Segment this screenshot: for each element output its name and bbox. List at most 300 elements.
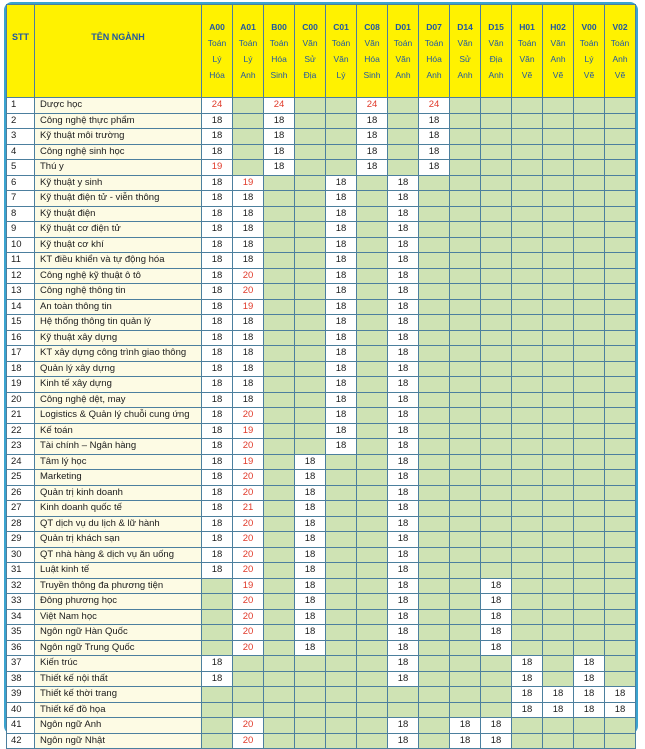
table-row [7,237,636,253]
header-group-d07 [419,5,450,98]
empty-cell [357,315,388,331]
empty-cell [357,516,388,532]
empty-cell [419,640,450,656]
group-subject: Hóa [364,54,380,64]
empty-cell [264,516,295,532]
empty-cell [357,640,388,656]
score-cell: 18 [388,594,419,610]
empty-cell [295,733,326,749]
empty-cell [326,563,357,579]
score-cell: 18 [264,113,295,129]
group-subject: Văn [519,54,535,64]
empty-cell [295,439,326,455]
score-cell: 18 [326,253,357,269]
empty-cell [202,625,233,641]
group-code: A01 [240,22,256,32]
score-cell: 18 [202,268,233,284]
empty-cell [264,563,295,579]
empty-cell [481,687,512,703]
score-cell: 18 [419,144,450,160]
empty-cell [574,253,605,269]
empty-cell [481,144,512,160]
score-cell: 18 [202,129,233,145]
empty-cell [388,160,419,176]
empty-cell [419,516,450,532]
table-row [7,563,636,579]
empty-cell [481,439,512,455]
empty-cell [450,346,481,362]
empty-cell [512,516,543,532]
score-cell: 18 [295,547,326,563]
score-cell: 20 [233,733,264,749]
score-cell: 18 [202,222,233,238]
row-stt: 22 [7,423,35,439]
empty-cell [202,594,233,610]
empty-cell [574,516,605,532]
empty-cell [295,330,326,346]
empty-cell [605,175,636,191]
empty-cell [264,718,295,734]
group-subject: Sinh [363,70,381,80]
empty-cell [605,594,636,610]
empty-cell [264,191,295,207]
empty-cell [357,485,388,501]
empty-cell [574,718,605,734]
score-cell: 18 [388,501,419,517]
empty-cell [512,361,543,377]
empty-cell [419,609,450,625]
group-subject: Toán [331,38,351,48]
row-stt: 11 [7,253,35,269]
empty-cell [605,253,636,269]
empty-cell [264,377,295,393]
group-subject: Văn [550,38,566,48]
empty-cell [233,113,264,129]
empty-cell [388,144,419,160]
score-cell: 18 [202,547,233,563]
empty-cell [264,330,295,346]
table-row [7,160,636,176]
row-stt: 33 [7,594,35,610]
row-major-name: Kinh tế xây dựng [35,377,202,393]
empty-cell [357,206,388,222]
empty-cell [357,578,388,594]
row-stt: 5 [7,160,35,176]
empty-cell [264,408,295,424]
empty-cell [543,578,574,594]
score-cell: 24 [419,98,450,114]
empty-cell [202,578,233,594]
score-cell: 18 [202,516,233,532]
empty-cell [543,268,574,284]
empty-cell [450,191,481,207]
table-row [7,547,636,563]
score-cell: 18 [326,330,357,346]
empty-cell [481,237,512,253]
row-major-name: Đông phương học [35,594,202,610]
empty-cell [264,702,295,718]
empty-cell [202,640,233,656]
table-row [7,408,636,424]
empty-cell [450,222,481,238]
empty-cell [326,160,357,176]
empty-cell [543,113,574,129]
empty-cell [512,733,543,749]
row-major-name: QT dịch vụ du lịch & lữ hành [35,516,202,532]
empty-cell [512,423,543,439]
score-cell: 18 [202,454,233,470]
empty-cell [264,656,295,672]
empty-cell [295,237,326,253]
empty-cell [543,175,574,191]
empty-cell [295,175,326,191]
table-row [7,191,636,207]
empty-cell [543,439,574,455]
empty-cell [543,625,574,641]
empty-cell [543,718,574,734]
empty-cell [295,144,326,160]
empty-cell [264,594,295,610]
score-cell: 18 [388,206,419,222]
score-cell: 18 [450,718,481,734]
empty-cell [450,687,481,703]
score-cell: 18 [388,718,419,734]
empty-cell [574,423,605,439]
row-stt: 9 [7,222,35,238]
empty-cell [512,315,543,331]
empty-cell [419,253,450,269]
empty-cell [419,594,450,610]
empty-cell [295,377,326,393]
empty-cell [419,222,450,238]
row-stt: 41 [7,718,35,734]
empty-cell [357,702,388,718]
empty-cell [574,733,605,749]
table-row [7,284,636,300]
score-cell: 18 [388,470,419,486]
row-major-name: Truyền thông đa phương tiện [35,578,202,594]
score-cell: 18 [202,470,233,486]
empty-cell [481,222,512,238]
group-code: A00 [209,22,225,32]
empty-cell [357,423,388,439]
score-cell: 18 [512,687,543,703]
empty-cell [202,702,233,718]
score-cell: 18 [388,439,419,455]
score-cell: 18 [605,687,636,703]
score-cell: 18 [388,485,419,501]
header-group-d15 [481,5,512,98]
empty-cell [512,206,543,222]
score-cell: 18 [450,733,481,749]
row-stt: 27 [7,501,35,517]
row-major-name: Dược học [35,98,202,114]
empty-cell [605,191,636,207]
empty-cell [450,206,481,222]
empty-cell [543,485,574,501]
empty-cell [357,408,388,424]
empty-cell [574,470,605,486]
empty-cell [357,346,388,362]
score-cell: 18 [326,423,357,439]
empty-cell [450,454,481,470]
empty-cell [326,656,357,672]
score-cell: 18 [388,408,419,424]
empty-cell [264,237,295,253]
row-major-name: Thiết kế đồ họa [35,702,202,718]
empty-cell [295,346,326,362]
row-stt: 16 [7,330,35,346]
empty-cell [419,315,450,331]
empty-cell [574,532,605,548]
score-cell: 20 [233,408,264,424]
table-row [7,578,636,594]
empty-cell [295,423,326,439]
empty-cell [605,144,636,160]
row-major-name: Ngôn ngữ Nhật [35,733,202,749]
empty-cell [481,702,512,718]
table-row [7,501,636,517]
empty-cell [357,284,388,300]
row-stt: 20 [7,392,35,408]
empty-cell [419,718,450,734]
group-subject: Anh [426,70,442,80]
empty-cell [512,485,543,501]
empty-cell [574,113,605,129]
score-cell: 20 [233,609,264,625]
empty-cell [419,470,450,486]
empty-cell [202,609,233,625]
header-group-c01 [326,5,357,98]
row-stt: 10 [7,237,35,253]
empty-cell [574,377,605,393]
empty-cell [481,671,512,687]
empty-cell [264,501,295,517]
score-cell: 20 [233,547,264,563]
empty-cell [512,470,543,486]
group-code: B00 [271,22,287,32]
empty-cell [574,547,605,563]
score-cell: 18 [326,237,357,253]
score-cell: 18 [202,563,233,579]
empty-cell [419,501,450,517]
row-stt: 34 [7,609,35,625]
score-cell: 18 [233,346,264,362]
empty-cell [264,423,295,439]
empty-cell [326,687,357,703]
table-row [7,439,636,455]
empty-cell [357,299,388,315]
empty-cell [543,237,574,253]
empty-cell [419,330,450,346]
row-major-name: Kế toán [35,423,202,439]
score-cell: 18 [202,237,233,253]
table-row [7,330,636,346]
empty-cell [295,206,326,222]
empty-cell [357,191,388,207]
empty-cell [574,284,605,300]
group-subject: Lý [243,54,253,64]
empty-cell [450,532,481,548]
empty-cell [543,206,574,222]
empty-cell [357,175,388,191]
empty-cell [543,377,574,393]
row-major-name: Quản trị khách sạn [35,532,202,548]
empty-cell [450,144,481,160]
empty-cell [543,129,574,145]
row-stt: 3 [7,129,35,145]
group-subject: Văn [488,38,504,48]
score-cell: 18 [264,129,295,145]
score-cell: 18 [295,625,326,641]
score-cell: 18 [326,315,357,331]
table-row [7,222,636,238]
group-code: C08 [364,22,380,32]
empty-cell [481,268,512,284]
empty-cell [419,423,450,439]
group-code: C00 [302,22,318,32]
score-cell: 18 [295,516,326,532]
empty-cell [264,578,295,594]
group-code: V00 [581,22,597,32]
empty-cell [512,532,543,548]
empty-cell [512,129,543,145]
table-row [7,129,636,145]
empty-cell [605,578,636,594]
row-major-name: Công nghệ dệt, may [35,392,202,408]
empty-cell [326,547,357,563]
group-subject: Lý [212,54,222,64]
row-major-name: Logistics & Quản lý chuỗi cung ứng [35,408,202,424]
table-row [7,346,636,362]
empty-cell [264,485,295,501]
empty-cell [450,160,481,176]
group-subject: Văn [395,54,411,64]
empty-cell [450,594,481,610]
empty-cell [605,284,636,300]
group-code: D07 [426,22,442,32]
empty-cell [481,501,512,517]
empty-cell [450,253,481,269]
score-cell: 18 [202,392,233,408]
score-cell: 18 [512,671,543,687]
empty-cell [605,268,636,284]
empty-cell [419,206,450,222]
empty-cell [233,98,264,114]
empty-cell [419,361,450,377]
empty-cell [605,377,636,393]
empty-cell [574,563,605,579]
empty-cell [605,485,636,501]
score-cell: 18 [295,470,326,486]
score-cell: 18 [512,702,543,718]
empty-cell [326,578,357,594]
empty-cell [481,361,512,377]
empty-cell [264,733,295,749]
empty-cell [574,268,605,284]
group-code: H02 [550,22,566,32]
empty-cell [481,470,512,486]
score-cell: 18 [388,253,419,269]
row-major-name: Marketing [35,470,202,486]
row-major-name: Công nghệ kỹ thuật ô tô [35,268,202,284]
empty-cell [357,733,388,749]
row-stt: 42 [7,733,35,749]
empty-cell [419,625,450,641]
score-cell: 18 [388,222,419,238]
empty-cell [326,671,357,687]
empty-cell [357,454,388,470]
row-major-name: Kinh doanh quốc tế [35,501,202,517]
empty-cell [450,656,481,672]
empty-cell [481,392,512,408]
empty-cell [388,702,419,718]
score-cell: 18 [481,733,512,749]
score-cell: 18 [202,284,233,300]
score-cell: 18 [543,702,574,718]
empty-cell [481,532,512,548]
score-cell: 19 [233,175,264,191]
group-subject: Sử [459,54,471,64]
score-cell: 18 [202,656,233,672]
empty-cell [326,501,357,517]
table-row [7,656,636,672]
score-cell: 18 [264,144,295,160]
empty-cell [264,392,295,408]
empty-cell [543,160,574,176]
table-row [7,671,636,687]
row-major-name: Quản lý xây dựng [35,361,202,377]
empty-cell [512,253,543,269]
group-subject: Toán [610,38,630,48]
score-cell: 18 [202,377,233,393]
empty-cell [326,129,357,145]
score-cell: 18 [388,656,419,672]
header-group-a00 [202,5,233,98]
empty-cell [543,516,574,532]
score-cell: 18 [233,315,264,331]
row-major-name: An toàn thông tin [35,299,202,315]
row-major-name: Luật kinh tế [35,563,202,579]
empty-cell [264,454,295,470]
row-major-name: Kỹ thuật điện tử - viễn thông [35,191,202,207]
score-cell: 18 [388,423,419,439]
empty-cell [326,640,357,656]
empty-cell [264,547,295,563]
empty-cell [605,439,636,455]
empty-cell [419,454,450,470]
empty-cell [512,113,543,129]
group-code: C01 [333,22,349,32]
group-code: D15 [488,22,504,32]
empty-cell [357,268,388,284]
score-cell: 20 [233,563,264,579]
table-row [7,609,636,625]
empty-cell [357,237,388,253]
empty-cell [543,609,574,625]
score-cell: 18 [295,485,326,501]
empty-cell [388,113,419,129]
score-cell: 18 [295,578,326,594]
score-cell: 18 [481,578,512,594]
score-cell: 18 [326,175,357,191]
empty-cell [512,640,543,656]
group-subject: Anh [457,70,473,80]
empty-cell [450,501,481,517]
empty-cell [543,144,574,160]
empty-cell [450,268,481,284]
row-major-name: Hệ thống thông tin quản lý [35,315,202,331]
